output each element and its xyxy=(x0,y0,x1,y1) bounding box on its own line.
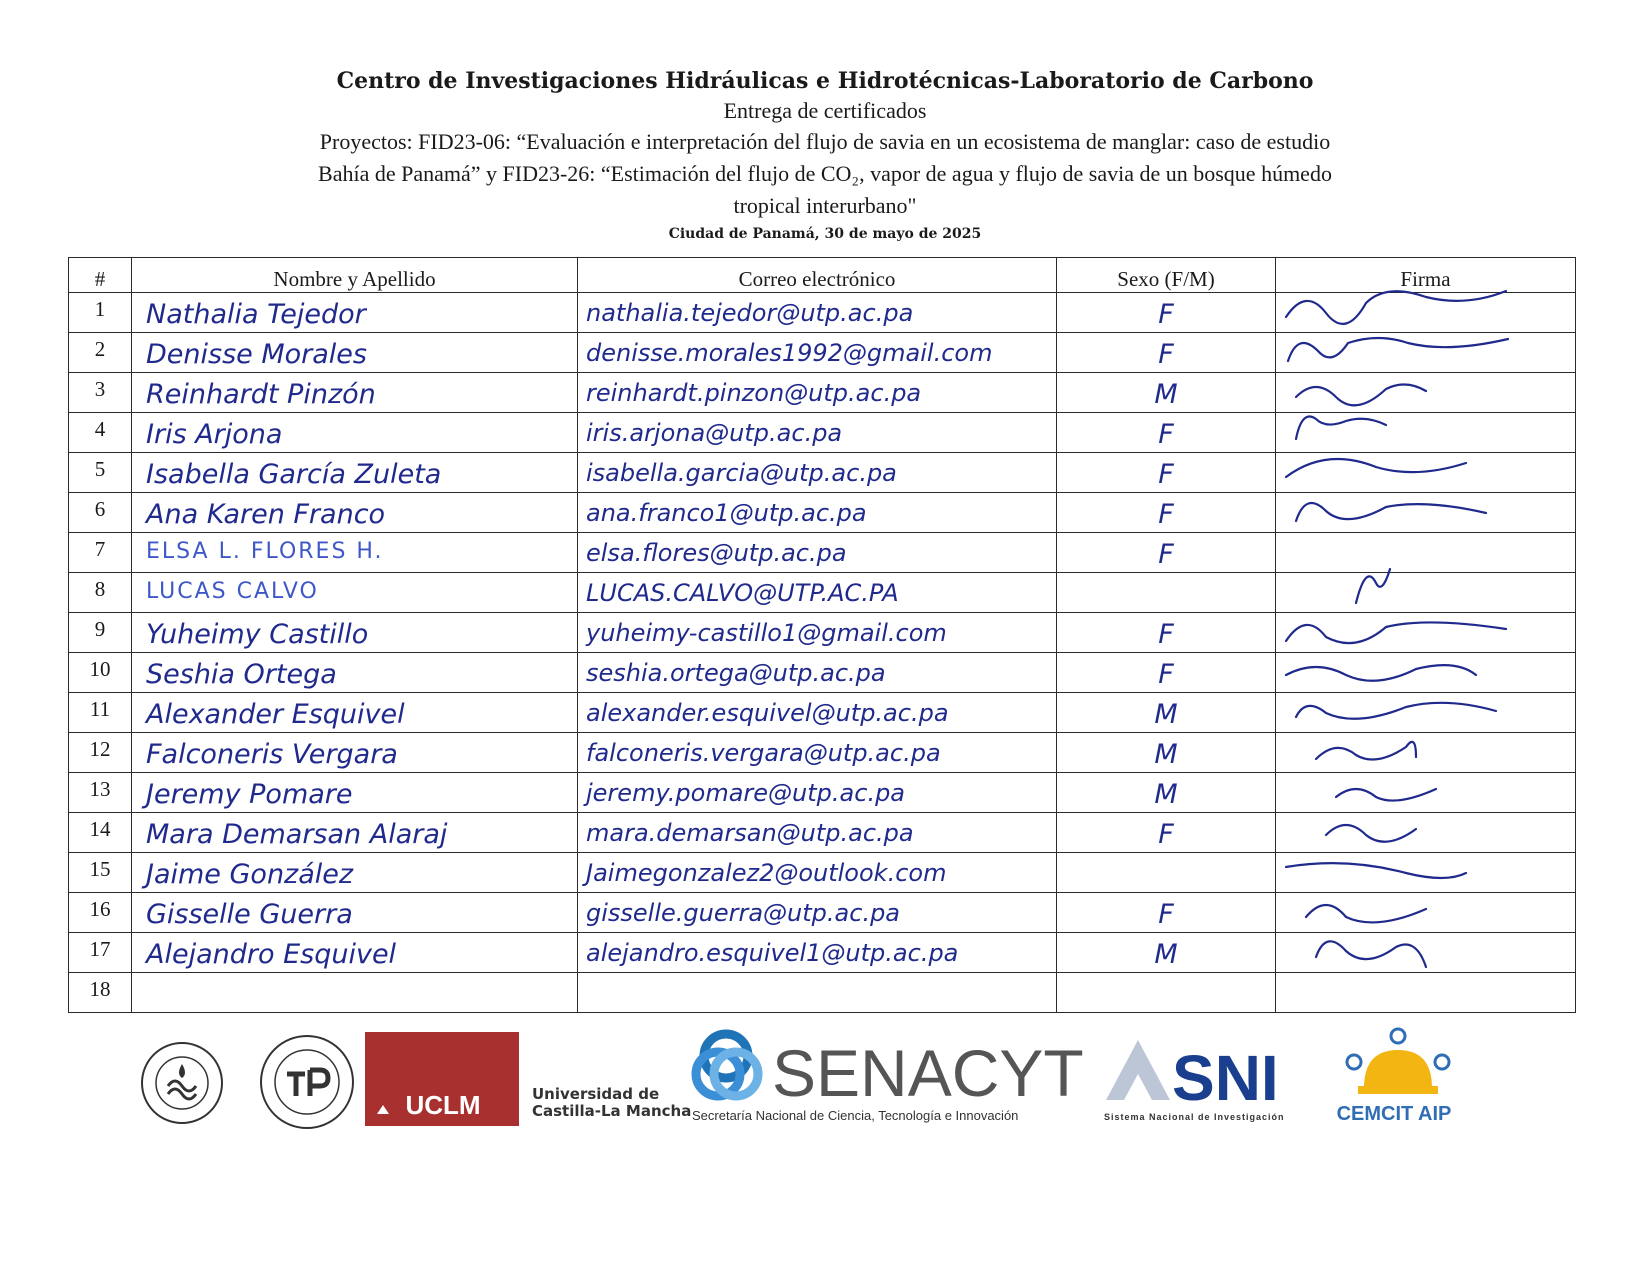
row-number-cell xyxy=(69,813,132,853)
email-cell xyxy=(578,933,1057,973)
projects-line-3: tropical interurbano" xyxy=(733,193,917,218)
handwritten-sex: F xyxy=(1158,419,1174,450)
sex-cell xyxy=(1057,333,1276,373)
sni-caption-text: Sistema Nacional de Investigación xyxy=(1104,1112,1285,1122)
email-cell xyxy=(578,533,1057,573)
handwritten-name: Yuheimy Castillo xyxy=(146,619,369,650)
handwritten-email: ana.franco1@utp.ac.pa xyxy=(586,499,867,527)
handwritten-name: Jeremy Pomare xyxy=(146,779,353,810)
handwritten-sex: F xyxy=(1158,659,1174,690)
handwritten-sex: F xyxy=(1158,899,1174,930)
email-cell xyxy=(578,373,1057,413)
sex-cell xyxy=(1057,533,1276,573)
handwritten-name: Mara Demarsan Alaraj xyxy=(146,819,448,850)
email-cell xyxy=(578,613,1057,653)
signature xyxy=(1276,933,1575,972)
handwritten-name: Ana Karen Franco xyxy=(146,499,386,530)
sex-cell xyxy=(1057,293,1276,333)
row-number-cell xyxy=(69,973,132,1013)
handwritten-sex: F xyxy=(1158,499,1174,530)
sex-cell xyxy=(1057,573,1276,613)
name-cell xyxy=(132,413,578,453)
handwritten-sex xyxy=(1057,973,1275,979)
attendance-table xyxy=(68,257,1576,1013)
row-number: 17 xyxy=(89,937,111,961)
name-cell xyxy=(132,493,578,533)
sni-mark-text: SNI xyxy=(1172,1042,1279,1114)
header-signature: Firma xyxy=(1276,258,1576,293)
handwritten-email: reinhardt.pinzon@utp.ac.pa xyxy=(586,379,922,407)
handwritten-sex: F xyxy=(1158,459,1174,490)
handwritten-name: Alejandro Esquivel xyxy=(146,939,397,970)
uclm-mark-text: UCLM xyxy=(405,1090,481,1120)
row-number-cell xyxy=(69,933,132,973)
email-cell xyxy=(578,493,1057,533)
sex-cell xyxy=(1057,613,1276,653)
row-number-cell xyxy=(69,533,132,573)
row-number: 15 xyxy=(89,857,111,881)
email-cell xyxy=(578,893,1057,933)
handwritten-name xyxy=(132,973,577,979)
name-cell xyxy=(132,533,578,573)
signature-cell xyxy=(1276,493,1576,533)
handwritten-name: Isabella García Zuleta xyxy=(146,459,442,490)
row-number: 13 xyxy=(89,777,111,801)
handwritten-name: Gisselle Guerra xyxy=(146,899,353,930)
projects-line-2: Bahía de Panamá” y FID23-26: “Estimación del flujo de CO₂, vapor de agua y flujo de savia de un bosque húmedo xyxy=(318,161,1332,186)
handwritten-sex: M xyxy=(1154,939,1178,970)
signature-cell xyxy=(1276,933,1576,973)
projects-line-1: Proyectos: FID23-06: “Evaluación e interpretación del flujo de savia en un ecosistema de manglar: caso de estudio xyxy=(319,129,1331,154)
handwritten-name: Falconeris Vergara xyxy=(146,739,398,770)
name-cell xyxy=(132,973,578,1013)
senacyt-logo xyxy=(690,1020,1100,1130)
row-number: 5 xyxy=(94,457,106,481)
email-cell xyxy=(578,973,1057,1013)
document-title: Centro de Investigaciones Hidráulicas e Hidrotécnicas-Laboratorio de Carbono xyxy=(336,68,1314,94)
handwritten-sex: F xyxy=(1158,299,1174,330)
handwritten-name: ELSA L. FLORES H. xyxy=(146,539,384,564)
sex-cell xyxy=(1057,373,1276,413)
row-number: 9 xyxy=(94,617,106,641)
name-cell xyxy=(132,293,578,333)
row-number-cell xyxy=(69,453,132,493)
name-cell xyxy=(132,453,578,493)
row-number: 1 xyxy=(94,297,106,321)
email-cell xyxy=(578,813,1057,853)
handwritten-sex: F xyxy=(1158,619,1174,650)
row-number: 12 xyxy=(89,737,111,761)
sex-cell xyxy=(1057,693,1276,733)
email-cell xyxy=(578,733,1057,773)
sex-cell xyxy=(1057,653,1276,693)
utp-seal-logo xyxy=(258,1022,356,1142)
row-number-cell xyxy=(69,293,132,333)
handwritten-email: alexander.esquivel@utp.ac.pa xyxy=(586,699,949,727)
signature-cell xyxy=(1276,973,1576,1013)
email-cell xyxy=(578,573,1057,613)
table-row xyxy=(69,493,1576,533)
handwritten-email: falconeris.vergara@utp.ac.pa xyxy=(586,739,941,767)
name-cell xyxy=(132,653,578,693)
name-cell xyxy=(132,893,578,933)
header-number: # xyxy=(69,258,132,293)
row-number-cell xyxy=(69,493,132,533)
row-number-cell xyxy=(69,333,132,373)
row-number-cell xyxy=(69,853,132,893)
signature-scribble xyxy=(1276,927,1566,977)
row-number-cell xyxy=(69,573,132,613)
handwritten-sex: M xyxy=(1154,699,1178,730)
handwritten-name: Reinhardt Pinzón xyxy=(146,379,376,410)
handwritten-sex xyxy=(1057,853,1275,859)
handwritten-email: seshia.ortega@utp.ac.pa xyxy=(586,659,886,687)
email-cell xyxy=(578,693,1057,733)
handwritten-sex: F xyxy=(1158,339,1174,370)
email-cell xyxy=(578,653,1057,693)
email-cell xyxy=(578,773,1057,813)
handwritten-email: alejandro.esquivel1@utp.ac.pa xyxy=(586,939,959,967)
email-cell xyxy=(578,453,1057,493)
email-cell xyxy=(578,853,1057,893)
signature xyxy=(1276,493,1575,532)
handwritten-sex: M xyxy=(1154,739,1178,770)
senacyt-mark-text: SENACYT xyxy=(772,1036,1084,1110)
handwritten-email: iris.arjona@utp.ac.pa xyxy=(586,419,843,447)
handwritten-email: jeremy.pomare@utp.ac.pa xyxy=(586,779,906,807)
name-cell xyxy=(132,933,578,973)
uclm-logo xyxy=(365,1032,519,1126)
uclm-name-line-1: Universidad de xyxy=(532,1085,660,1103)
handwritten-sex: M xyxy=(1154,379,1178,410)
name-cell xyxy=(132,373,578,413)
handwritten-email: nathalia.tejedor@utp.ac.pa xyxy=(586,299,914,327)
row-number-cell xyxy=(69,693,132,733)
sex-cell xyxy=(1057,493,1276,533)
handwritten-email: isabella.garcia@utp.ac.pa xyxy=(586,459,897,487)
name-cell xyxy=(132,773,578,813)
sex-cell xyxy=(1057,893,1276,933)
handwritten-name: Iris Arjona xyxy=(146,419,283,450)
row-number-cell xyxy=(69,373,132,413)
header-sex: Sexo (F/M) xyxy=(1057,258,1276,293)
row-number: 11 xyxy=(89,697,111,721)
row-number: 10 xyxy=(89,657,111,681)
row-number: 2 xyxy=(94,337,106,361)
sex-cell xyxy=(1057,733,1276,773)
handwritten-sex: F xyxy=(1158,819,1174,850)
header-name: Nombre y Apellido xyxy=(132,258,578,293)
table-body xyxy=(69,293,1576,1013)
handwritten-name: Alexander Esquivel xyxy=(146,699,405,730)
handwritten-email: LUCAS.CALVO@UTP.AC.PA xyxy=(586,579,899,607)
row-number: 16 xyxy=(89,897,111,921)
uclm-name-line-2: Castilla-La Mancha xyxy=(532,1102,692,1120)
signature-scribble xyxy=(1276,487,1566,537)
handwritten-email: mara.demarsan@utp.ac.pa xyxy=(586,819,914,847)
handwritten-email xyxy=(578,973,1056,979)
handwritten-name: Seshia Ortega xyxy=(146,659,337,690)
document-subtitle: Entrega de certificados xyxy=(723,98,927,123)
cemcit-mark-text: CEMCIT AIP xyxy=(1336,1103,1452,1125)
document-date: Ciudad de Panamá, 30 de mayo de 2025 xyxy=(668,226,982,242)
sex-cell xyxy=(1057,813,1276,853)
row-number: 8 xyxy=(94,577,106,601)
row-number-cell xyxy=(69,613,132,653)
uclm-name xyxy=(532,1086,691,1120)
handwritten-name: LUCAS CALVO xyxy=(146,579,319,604)
handwritten-sex xyxy=(1057,573,1275,579)
table-row xyxy=(69,973,1576,1013)
logo-strip xyxy=(140,1020,1470,1160)
sex-cell xyxy=(1057,453,1276,493)
sex-cell xyxy=(1057,973,1276,1013)
row-number-cell xyxy=(69,893,132,933)
name-cell xyxy=(132,693,578,733)
sex-cell xyxy=(1057,413,1276,453)
row-number-cell xyxy=(69,733,132,773)
handwritten-sex: M xyxy=(1154,779,1178,810)
document-header xyxy=(0,66,1650,244)
name-cell xyxy=(132,813,578,853)
row-number: 14 xyxy=(89,817,111,841)
row-number: 4 xyxy=(94,417,106,441)
header-email: Correo electrónico xyxy=(578,258,1057,293)
handwritten-email: Jaimegonzalez2@outlook.com xyxy=(586,859,947,887)
row-number: 6 xyxy=(94,497,106,521)
sni-logo xyxy=(1102,1034,1312,1126)
name-cell xyxy=(132,853,578,893)
email-cell xyxy=(578,293,1057,333)
signature xyxy=(1276,973,1575,1012)
row-number-cell xyxy=(69,413,132,453)
sex-cell xyxy=(1057,853,1276,893)
sex-cell xyxy=(1057,933,1276,973)
name-cell xyxy=(132,333,578,373)
name-cell xyxy=(132,613,578,653)
email-cell xyxy=(578,413,1057,453)
row-number: 7 xyxy=(94,537,106,561)
handwritten-email: gisselle.guerra@utp.ac.pa xyxy=(586,899,901,927)
row-number-cell xyxy=(69,773,132,813)
sex-cell xyxy=(1057,773,1276,813)
cihh-seal-logo xyxy=(140,1028,224,1138)
cemcit-logo xyxy=(1324,1026,1464,1130)
row-number: 18 xyxy=(89,977,111,1001)
handwritten-name: Jaime González xyxy=(146,859,354,890)
handwritten-name: Denisse Morales xyxy=(146,339,367,370)
handwritten-email: denisse.morales1992@gmail.com xyxy=(586,339,993,367)
handwritten-email: yuheimy-castillo1@gmail.com xyxy=(586,619,947,647)
senacyt-caption-text: Secretaría Nacional de Ciencia, Tecnología e Innovación xyxy=(692,1108,1019,1123)
row-number: 3 xyxy=(94,377,106,401)
name-cell xyxy=(132,573,578,613)
name-cell xyxy=(132,733,578,773)
handwritten-sex: F xyxy=(1158,539,1174,570)
email-cell xyxy=(578,333,1057,373)
table-row xyxy=(69,933,1576,973)
handwritten-name: Nathalia Tejedor xyxy=(146,299,366,330)
handwritten-email: elsa.flores@utp.ac.pa xyxy=(586,539,847,567)
row-number-cell xyxy=(69,653,132,693)
